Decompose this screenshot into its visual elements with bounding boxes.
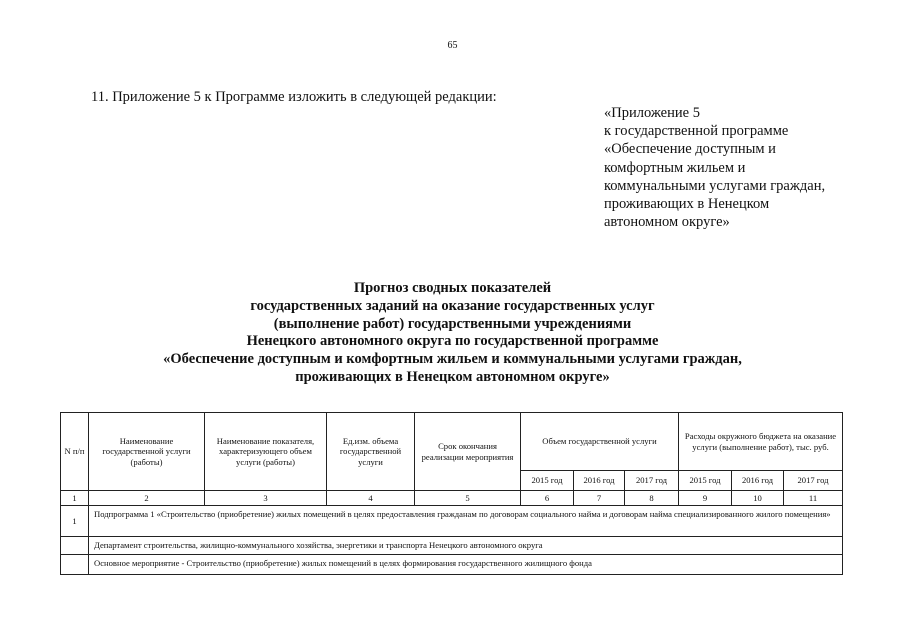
header-indicator-name: Наименование показателя, характеризующего объем услуги (работы) xyxy=(205,413,327,491)
document-title xyxy=(0,280,905,387)
table-row-subprogram: Подпрограмма 1 «Строительство (приобретение) жилых помещений в целях предоставления гражданам по договорам социального найма и договорам найма специализированного жилого помещения» xyxy=(89,506,843,537)
appendix-line: к государственной программе xyxy=(604,123,789,140)
column-number: 2 xyxy=(89,491,205,506)
forecast-table xyxy=(60,412,843,575)
header-expenses-group: Расходы окружного бюджета на оказание услуги (выполнение работ), тыс. руб. xyxy=(679,413,843,471)
header-year: 2017 год xyxy=(625,471,679,491)
appendix-line: коммунальными услугами граждан, xyxy=(604,177,826,194)
table-row-main-activity: Основное мероприятие - Строительство (приобретение) жилых помещений в целях формирования государственного жилищного фонда xyxy=(89,555,843,575)
column-number: 3 xyxy=(205,491,327,506)
row-num xyxy=(61,555,89,575)
row-num xyxy=(61,537,89,555)
column-number: 8 xyxy=(625,491,679,506)
header-year: 2016 год xyxy=(732,471,784,491)
column-number: 4 xyxy=(327,491,415,506)
title-line: (выполнение работ) государственными учреждениями xyxy=(273,315,632,332)
table-row-department: Департамент строительства, жилищно-коммунального хозяйства, энергетики и транспорта Ненецкого автономного округа xyxy=(89,537,843,555)
column-number: 6 xyxy=(521,491,574,506)
header-year: 2017 год xyxy=(784,471,843,491)
title-line: проживающих в Ненецком автономном округе» xyxy=(295,368,610,385)
page-number: 65 xyxy=(447,40,458,51)
header-service-name: Наименование государственной услуги (работы) xyxy=(89,413,205,491)
appendix-line: проживающих в Ненецком xyxy=(604,196,770,213)
appendix-reference xyxy=(604,104,825,231)
appendix-line: «Обеспечение доступным и xyxy=(604,141,776,158)
appendix-line: «Приложение 5 xyxy=(604,105,700,121)
column-number: 11 xyxy=(784,491,843,506)
header-year: 2015 год xyxy=(679,471,732,491)
title-line: Прогноз сводных показателей xyxy=(353,280,552,296)
header-year: 2016 год xyxy=(574,471,625,491)
appendix-line: комфортным жильем и xyxy=(604,159,746,176)
column-number: 10 xyxy=(732,491,784,506)
header-volume-group: Объем государственной услуги xyxy=(521,413,679,471)
header-num: N п/п xyxy=(61,413,89,491)
title-line: «Обеспечение доступным и комфортным жильем и коммунальными услугами граждан, xyxy=(163,351,742,368)
header-year: 2015 год xyxy=(521,471,574,491)
column-number: 9 xyxy=(679,491,732,506)
instruction-text: 11. Приложение 5 к Программе изложить в следующей редакции: xyxy=(91,89,497,105)
title-line: государственных заданий на оказание государственных услуг xyxy=(250,297,655,314)
column-number: 1 xyxy=(61,491,89,506)
header-deadline: Срок окончания реализации мероприятия xyxy=(415,413,521,491)
appendix-line: автономном округе» xyxy=(604,214,730,231)
row-num: 1 xyxy=(61,506,89,537)
column-number: 7 xyxy=(574,491,625,506)
column-number: 5 xyxy=(415,491,521,506)
title-line: Ненецкого автономного округа по государственной программе xyxy=(246,333,659,350)
header-unit: Ед.изм. объема государственной услуги xyxy=(327,413,415,491)
